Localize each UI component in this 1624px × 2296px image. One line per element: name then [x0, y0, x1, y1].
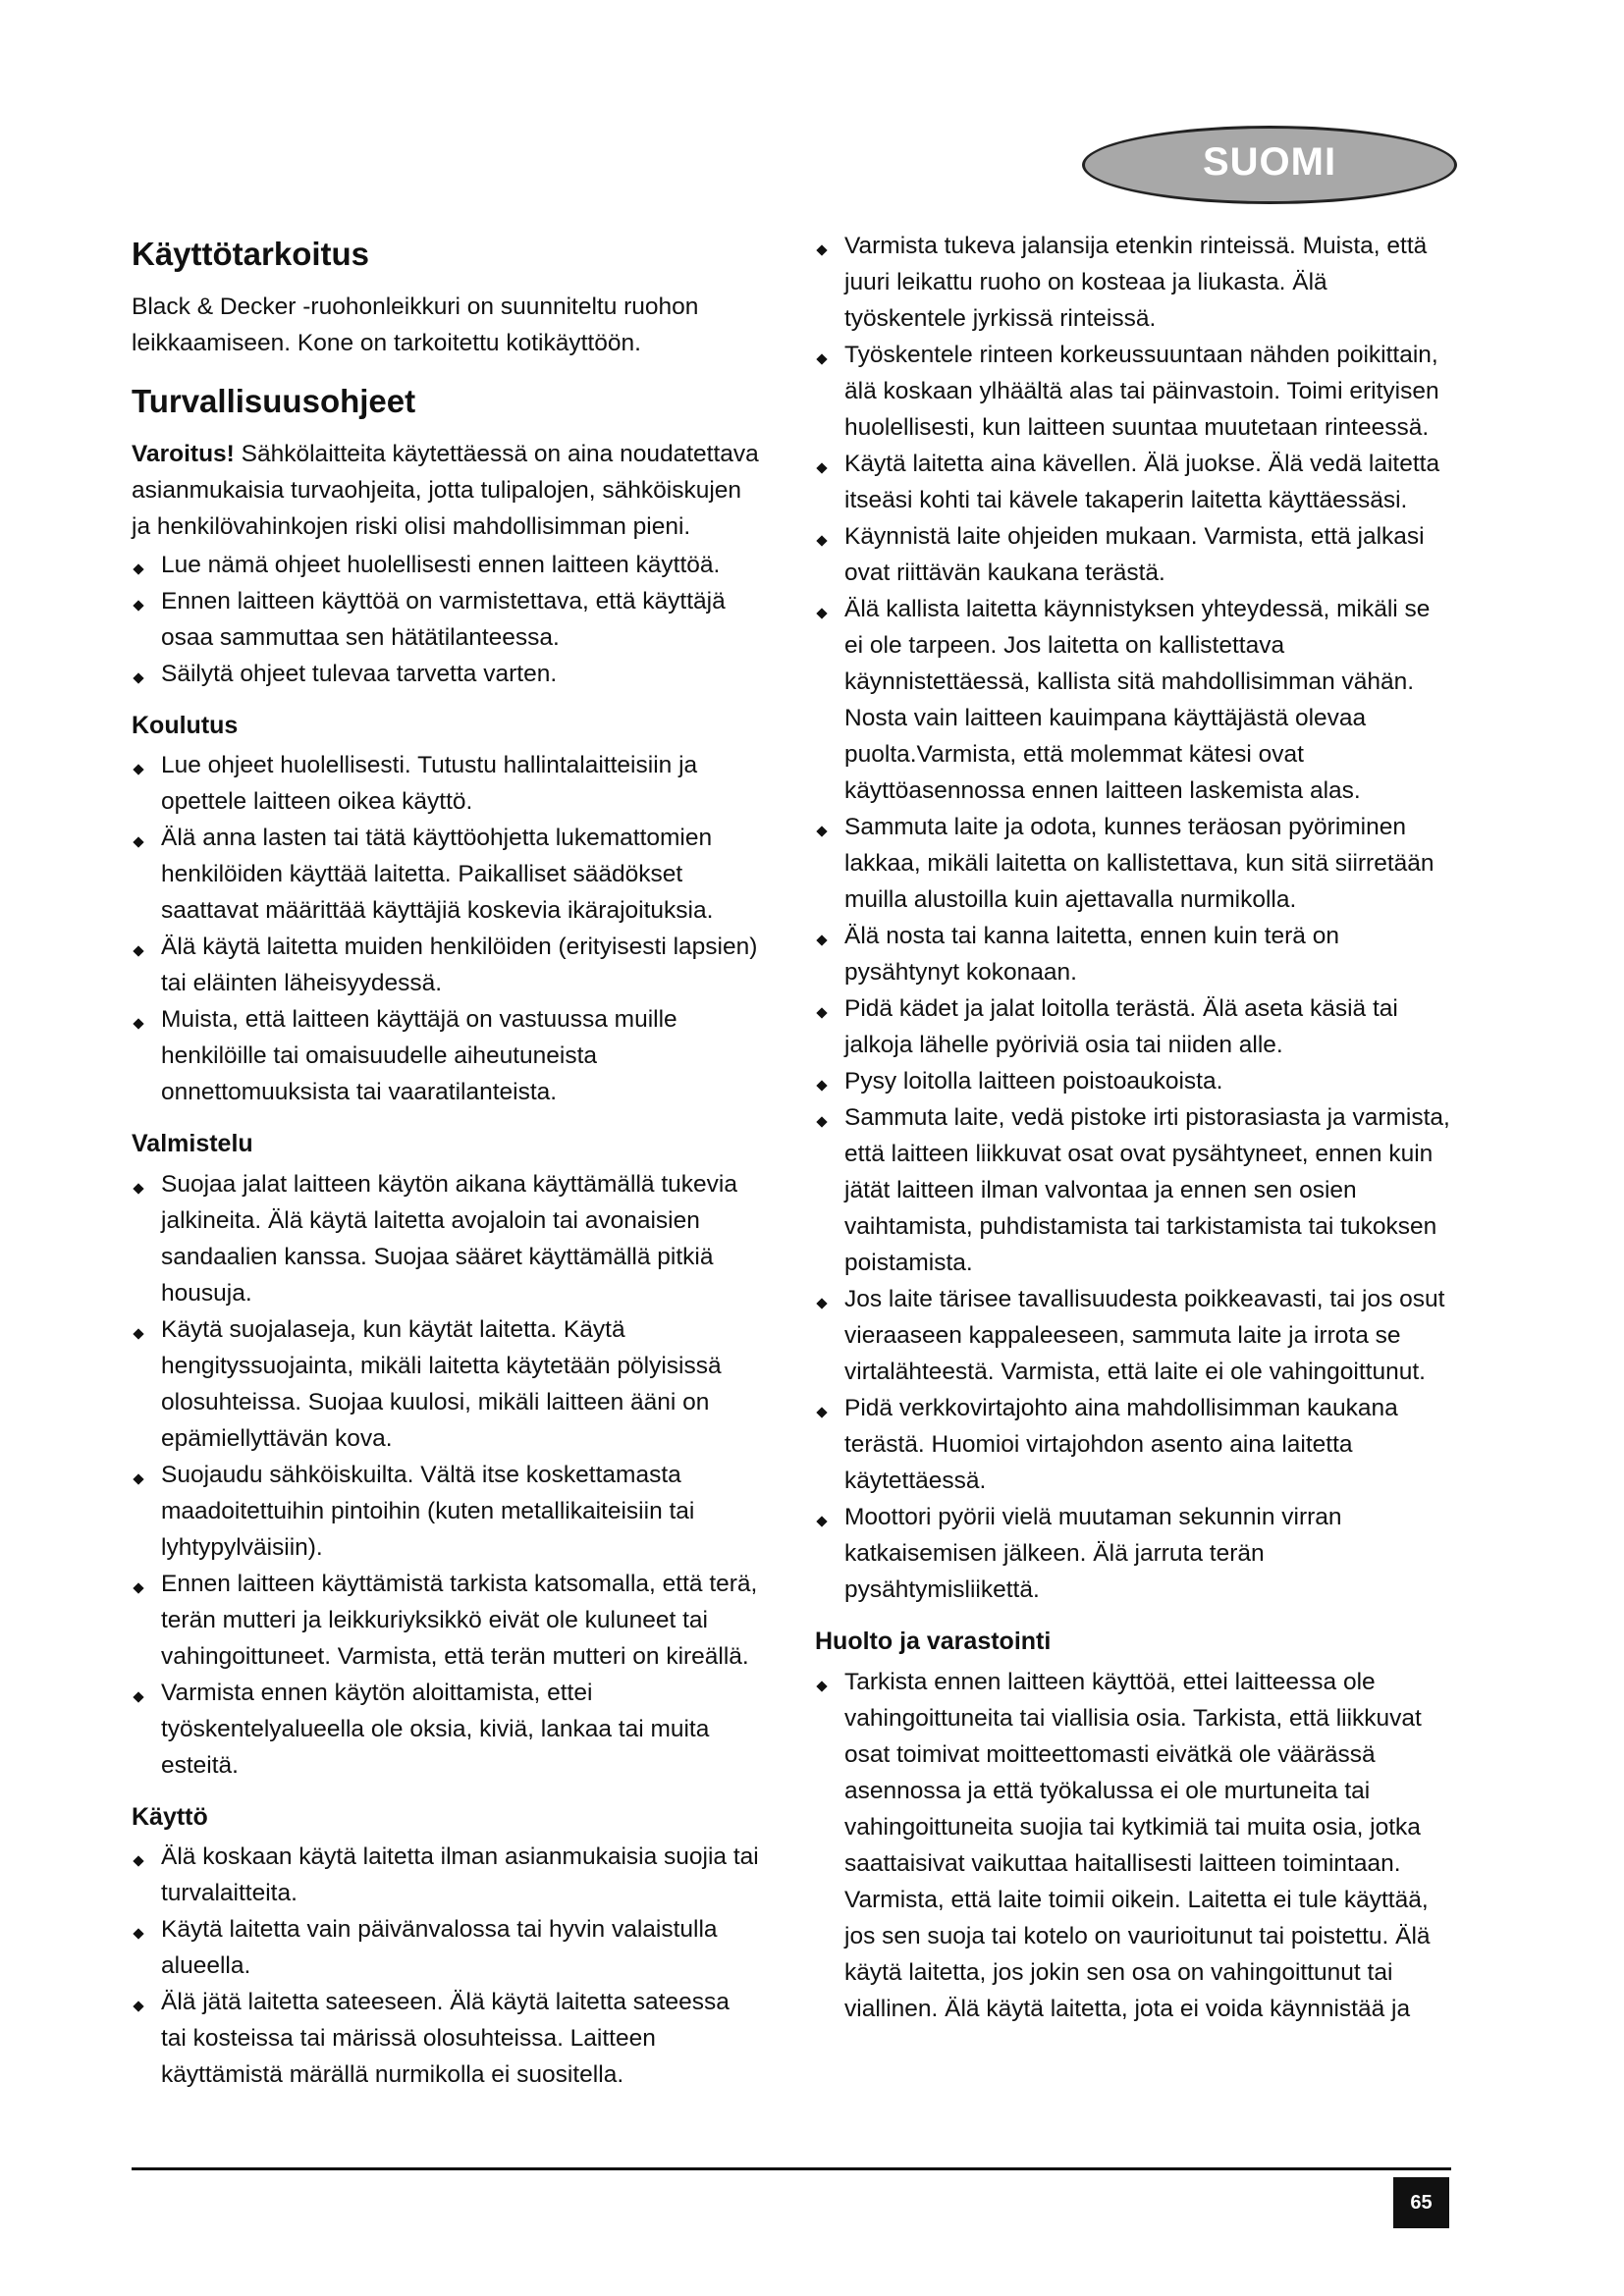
list-item: Älä koskaan käytä laitetta ilman asianmukaisia suojia tai turvalaitteita.	[132, 1839, 760, 1911]
list-item: Älä kallista laitetta käynnistyksen yhteydessä, mikäli se ei ole tarpeen. Jos laitetta on kallistettava käynnistettäessä, kallista sitä mahdollisimman vähän. Nosta vain laitteen kauimpana käyttäjästä olevaa puolta.Varmista, että molemmat kätesi ovat käyttöasennossa ennen laitteen laskemista alas.	[815, 591, 1453, 809]
purpose-heading: Käyttötarkoitus	[132, 236, 370, 272]
list-item: Suojaudu sähköiskuilta. Vältä itse koskettamasta maadoitettuihin pintoihin (kuten metallikaiteisiin tai lyhtypylväisiin).	[132, 1457, 760, 1566]
list-item: Pidä verkkovirtajohto aina mahdollisimman kaukana terästä. Huomioi virtajohdon asento aina laitetta käytettäessä.	[815, 1390, 1453, 1499]
maintenance-heading: Huolto ja varastointi	[815, 1628, 1052, 1655]
list-item: Käytä suojalaseja, kun käytät laitetta. Käytä hengityssuojainta, mikäli laitetta käytetään pölyisissä olosuhteissa. Suojaa kuulosi, mikäli laitteen ääni on epämiellyttävän kova.	[132, 1311, 760, 1457]
warning-label: Varoitus!	[132, 440, 235, 467]
safety-heading: Turvallisuusohjeet	[132, 382, 416, 419]
preparation-heading: Valmistelu	[132, 1130, 253, 1158]
list-item: Työskentele rinteen korkeussuuntaan nähden poikittain, älä koskaan ylhäältä alas tai päinvastoin. Toimi erityisen huolellisesti, kun laitteen suuntaa muutetaan rinteessä.	[815, 337, 1453, 446]
list-item: Pysy loitolla laitteen poistoaukoista.	[815, 1063, 1453, 1099]
purpose-text: Black & Decker -ruohonleikkuri on suunniteltu ruohon leikkaamiseen. Kone on tarkoitettu kotikäyttöön.	[132, 293, 699, 356]
list-item: Lue nämä ohjeet huolellisesti ennen laitteen käyttöä.	[132, 547, 760, 583]
list-item: Lue ohjeet huolellisesti. Tutustu hallintalaitteisiin ja opettele laitteen oikea käyttö.	[132, 747, 760, 820]
operation-list	[132, 1839, 760, 2093]
list-item: Ennen laitteen käyttämistä tarkista katsomalla, että terä, terän mutteri ja leikkuriyksikkö eivät ole kuluneet tai vahingoittuneet. Varmista, että terän mutteri on kireällä.	[132, 1566, 760, 1675]
list-item: Tarkista ennen laitteen käyttöä, ettei laitteessa ole vahingoittuneita tai viallisia osia. Tarkista, että liikkuvat osat toimivat moitteettomasti eivätkä ole väärässä asennossa ja että työkalussa ei ole murtuneita tai vahingoittuneita suojia tai kytkimiä tai muita osia, jotka saattaisivat vaikuttaa haitallisesti laitteen toimintaan. Varmista, että laite toimii oikein. Laitetta ei tule käyttää, jos sen suoja tai kotelo on vaurioitunut tai poistettu. Älä käytä laitetta, jos jokin sen osa on vahingoittunut tai viallinen. Älä käytä laitetta, jota ei voida käynnistää ja	[815, 1664, 1453, 2027]
list-item: Suojaa jalat laitteen käytön aikana käyttämällä tukevia jalkineita. Älä käytä laitetta avojaloin tai avonaisien sandaalien kanssa. Suojaa sääret käyttämällä pitkiä housuja.	[132, 1166, 760, 1311]
list-item: Varmista tukeva jalansija etenkin rinteissä. Muista, että juuri leikattu ruoho on kosteaa ja liukasta. Älä työskentele jyrkissä rinteissä.	[815, 228, 1453, 337]
list-item: Sammuta laite, vedä pistoke irti pistorasiasta ja varmista, että laitteen liikkuvat osat ovat pysähtyneet, ennen kuin jätät laitteen ilman valvontaa ja ennen sen osien vaihtamista, puhdistamista tai tarkistamista tai tukoksen poistamista.	[815, 1099, 1453, 1281]
page-number: 65	[1393, 2177, 1449, 2228]
right-column	[815, 228, 1453, 2033]
list-item: Jos laite tärisee tavallisuudesta poikkeavasti, tai jos osut vieraaseen kappaleeseen, sammuta laite ja irrota se virtalähteestä. Varmista, että laite ei ole vahingoittunut.	[815, 1281, 1453, 1390]
list-item: Käytä laitetta vain päivänvalossa tai hyvin valaistulla alueella.	[132, 1911, 760, 1984]
list-item: Muista, että laitteen käyttäjä on vastuussa muille henkilöille tai omaisuudelle aiheutuneista onnettomuuksista tai vaaratilanteista.	[132, 1001, 760, 1110]
list-item: Pidä kädet ja jalat loitolla terästä. Älä aseta käsiä tai jalkoja lähelle pyöriviä osia tai niiden alle.	[815, 990, 1453, 1063]
warning-paragraph	[132, 436, 760, 545]
list-item: Moottori pyörii vielä muutaman sekunnin virran katkaisemisen jälkeen. Älä jarruta terän pysähtymisliikettä.	[815, 1499, 1453, 1608]
operation-list-continued	[815, 228, 1453, 1608]
footer-rule	[132, 2167, 1451, 2170]
operation-heading: Käyttö	[132, 1802, 208, 1831]
list-item: Säilytä ohjeet tulevaa tarvetta varten.	[132, 656, 760, 692]
preparation-list	[132, 1166, 760, 1784]
maintenance-list	[815, 1664, 1453, 2027]
list-item: Ennen laitteen käyttöä on varmistettava, että käyttäjä osaa sammuttaa sen hätätilanteessa.	[132, 583, 760, 656]
list-item: Älä anna lasten tai tätä käyttöohjetta lukemattomien henkilöiden käyttää laitetta. Paikalliset säädökset saattavat määrittää käyttäjiä koskevia ikärajoituksia.	[132, 820, 760, 929]
list-item: Älä jätä laitetta sateeseen. Älä käytä laitetta sateessa tai kosteissa tai märissä olosuhteissa. Laitteen käyttämistä märällä nurmikolla ei suositella.	[132, 1984, 760, 2093]
list-item: Käytä laitetta aina kävellen. Älä juokse. Älä vedä laitetta itseäsi kohti tai kävele takaperin laitetta käyttäessäsi.	[815, 446, 1453, 518]
list-item: Sammuta laite ja odota, kunnes teräosan pyöriminen lakkaa, mikäli laitetta on kallistettava, kun sitä siirretään muilla alustoilla kuin ajettavalla nurmikolla.	[815, 809, 1453, 918]
list-item: Älä nosta tai kanna laitetta, ennen kuin terä on pysähtynyt kokonaan.	[815, 918, 1453, 990]
training-list	[132, 747, 760, 1110]
list-item: Käynnistä laite ohjeiden mukaan. Varmista, että jalkasi ovat riittävän kaukana terästä.	[815, 518, 1453, 591]
left-column	[132, 228, 760, 2099]
safety-list	[132, 547, 760, 692]
list-item: Varmista ennen käytön aloittamista, ettei työskentelyalueella ole oksia, kiviä, lankaa tai muita esteitä.	[132, 1675, 760, 1784]
training-heading: Koulutus	[132, 711, 239, 739]
language-badge	[1082, 126, 1457, 204]
list-item: Älä käytä laitetta muiden henkilöiden (erityisesti lapsien) tai eläinten läheisyydessä.	[132, 929, 760, 1001]
language-label: SUOMI	[1202, 140, 1337, 184]
warning-text: Sähkölaitteita käytettäessä on aina noudatettava asianmukaisia turvaohjeita, jotta tulipalojen, sähköiskujen ja henkilövahinkojen riski olisi mahdollisimman pieni.	[132, 440, 759, 540]
